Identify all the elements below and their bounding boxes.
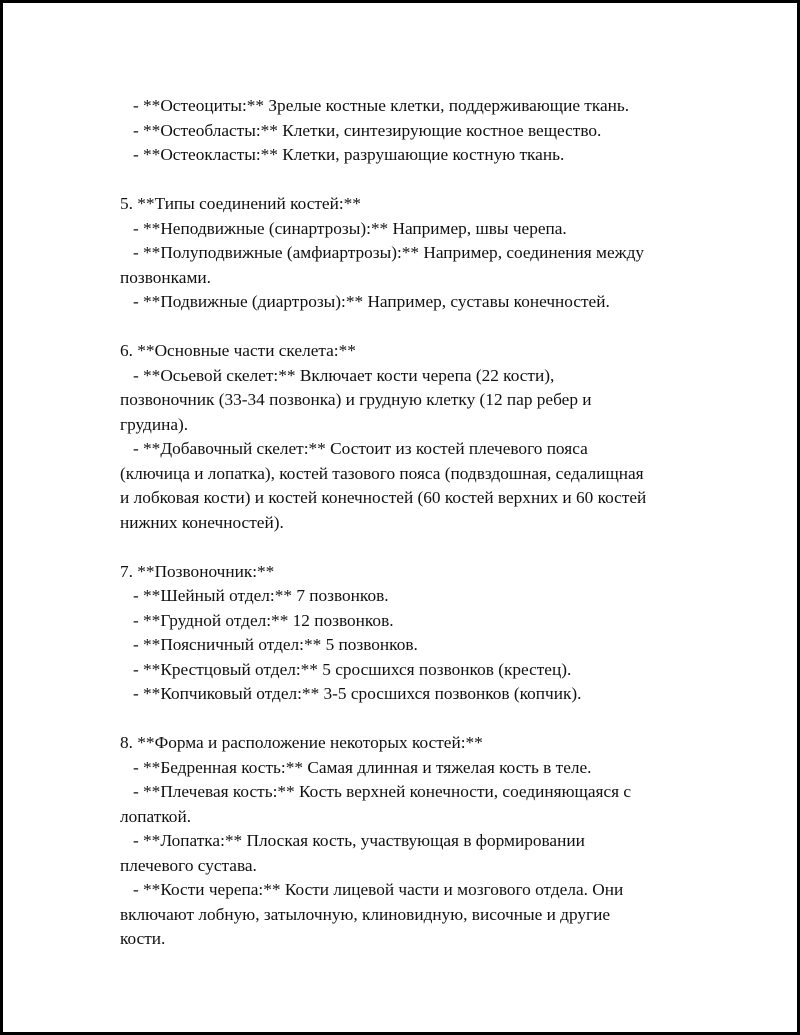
text-line: нижних конечностей). [120,512,284,532]
text-line: - **Остеобласты:** Клетки, синтезирующие костное вещество. [120,120,602,140]
text-line: лопаткой. [120,806,192,826]
document-text [120,94,700,952]
text-line: - **Подвижные (диартрозы):** Например, суставы конечностей. [120,292,610,311]
section-heading: 5. **Типы соединений костей:** [120,194,361,213]
text-line: - **Осьевой скелет:** Включает кости черепа (22 кости), [120,365,555,385]
text-line: - **Остеокласты:** Клетки, разрушающие костную ткань. [120,145,565,164]
section-heading: 7. **Позвоночник:** [120,561,275,581]
text-line: - **Грудной отдел:** 12 позвонков. [120,610,394,630]
text-line: - **Крестцовый отдел:** 5 сросшихся позвонков (крестец). [120,659,572,679]
blank-line [120,168,700,193]
text-line: грудина). [120,414,189,434]
text-line: - **Остеоциты:** Зрелые костные клетки, поддерживающие ткань. [120,96,630,115]
text-line: кости. [120,929,166,948]
section-heading: 8. **Форма и расположение некоторых костей:** [120,733,483,752]
blank-line [120,535,700,560]
text-line: (ключица и лопатка), костей тазового пояса (подвздошная, седалищная [120,463,644,483]
text-line: позвоночник (33-34 позвонка) и грудную клетку (12 пар ребер и [120,390,592,409]
text-line: и лобковая кости) и костей конечностей (60 костей верхних и 60 костей [120,488,647,507]
blank-line [120,315,700,340]
text-line: - **Кости черепа:** Кости лицевой части и мозгового отдела. Они [120,880,624,899]
text-line: - **Полуподвижные (амфиартрозы):** Например, соединения между [120,243,644,262]
text-line: плечевого сустава. [120,855,257,875]
text-line: позвонками. [120,267,211,287]
text-line: - **Добавочный скелет:** Состоит из костей плечевого пояса [120,439,588,458]
section-heading: 6. **Основные части скелета:** [120,341,356,360]
text-line: - **Бедренная кость:** Самая длинная и тяжелая кость в теле. [120,757,592,777]
text-line: - **Поясничный отдел:** 5 позвонков. [120,635,418,654]
text-line: - **Лопатка:** Плоская кость, участвующая в формировании [120,831,585,850]
text-line: - **Шейный отдел:** 7 позвонков. [120,586,389,605]
text-line: - **Копчиковый отдел:** 3-5 сросшихся позвонков (копчик). [120,684,582,703]
blank-line [120,707,700,732]
text-line: включают лобную, затылочную, клиновидную, височные и другие [120,904,611,924]
text-line: - **Неподвижные (синартрозы):** Например, швы черепа. [120,218,567,238]
text-line: - **Плечевая кость:** Кость верхней конечности, соединяющаяся с [120,782,632,801]
